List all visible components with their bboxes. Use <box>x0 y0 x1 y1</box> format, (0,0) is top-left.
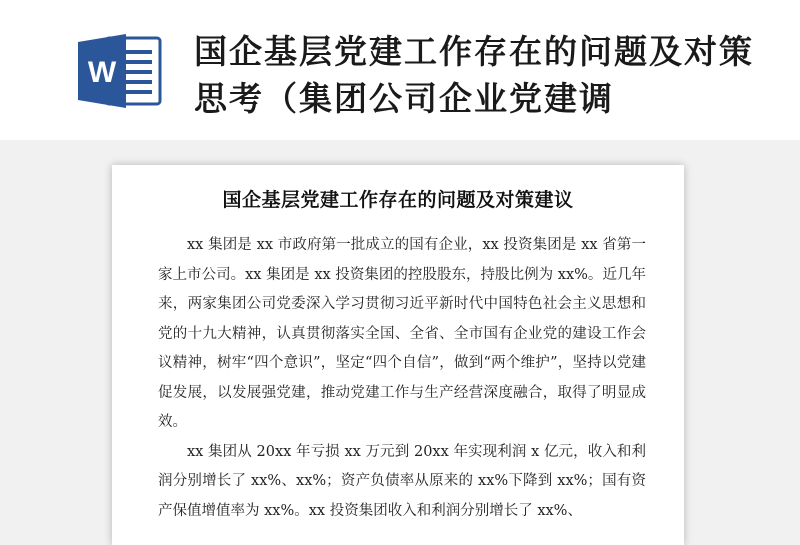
document-page <box>112 165 684 545</box>
paragraph: xx 集团从 20xx 年亏损 xx 万元到 20xx 年实现利润 x 亿元，收入和利润分别增长了 xx%、xx%；资产负债率从原来的 xx%下降到 xx%；国有资产保值增值率为 xx%。xx 投资集团收入和利润分别增长了 xx%、 <box>158 443 646 519</box>
document-body <box>158 231 646 526</box>
document-title: 国企基层党建工作存在的问题及对策建议 <box>222 189 574 211</box>
word-icon <box>76 30 164 112</box>
paragraph: xx 集团是 xx 市政府第一批成立的国有企业，xx 投资集团是 xx 省第一家上市公司。xx 集团是 xx 投资集团的控股股东，持股比例为 xx%。近几年来，两家集团公司党委深入学习贯彻习近平新时代中国特色社会主义思想和党的十九大精神，认真贯彻落实全国、全省、全市国有企业党的建设工作会议精神，树牢“四个意识”，坚定“四个自信”，做到“两个维护”，坚持以党建促发展，以发展强党建，推动党建工作与生产经营深度融合，取得了明显成效。 <box>158 237 646 430</box>
page-title: 国企基层党建工作存在的问题及对策思考（集团公司企业党建调 <box>194 32 754 118</box>
word-icon-letter: W <box>87 56 117 89</box>
header-banner <box>0 0 800 140</box>
